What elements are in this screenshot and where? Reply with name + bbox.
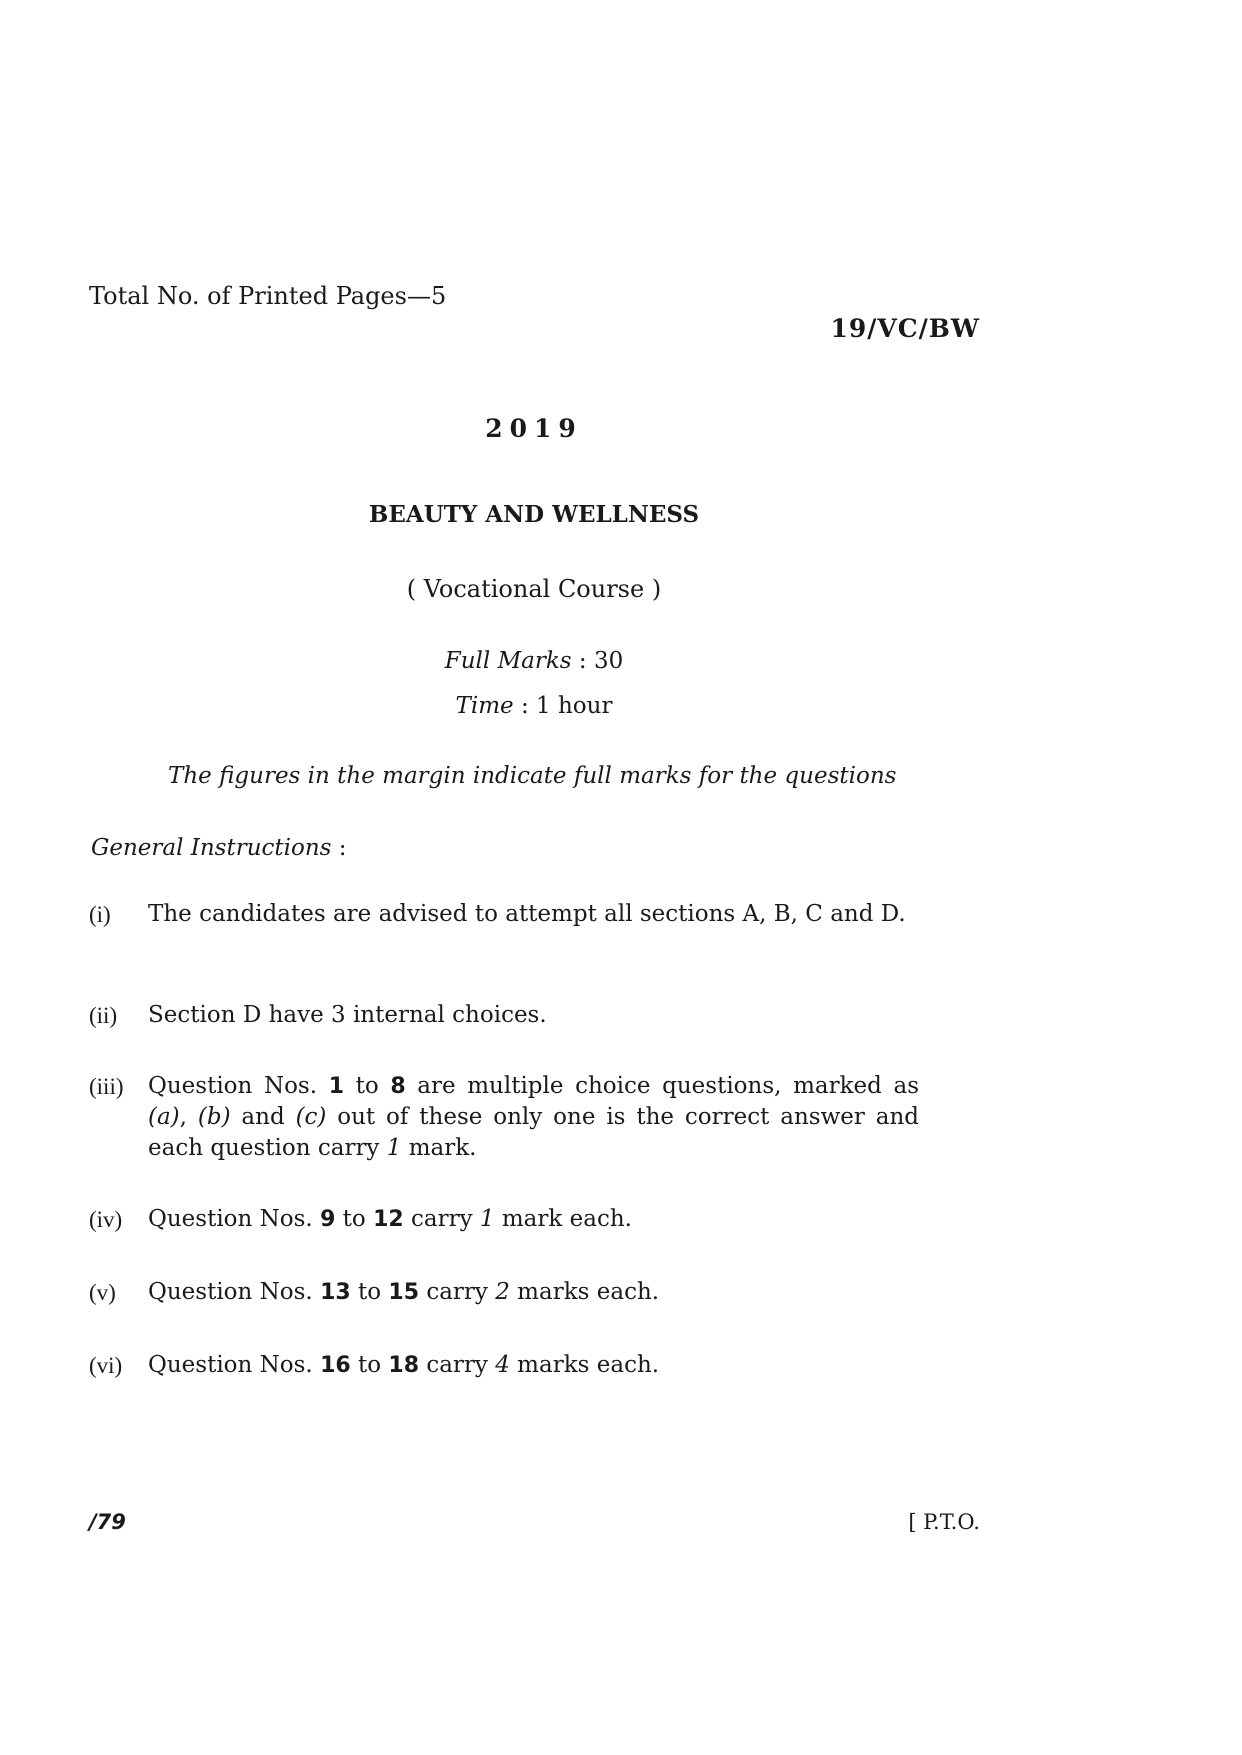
question-number: 18 xyxy=(388,1353,420,1378)
instruction-text xyxy=(148,1204,919,1235)
text-run: Question Nos. xyxy=(148,1352,321,1378)
please-turn-over: [ P.T.O. xyxy=(908,1510,980,1534)
question-number: 16 xyxy=(320,1353,351,1378)
instruction-number: (i) xyxy=(89,902,111,927)
text-run: and xyxy=(230,1104,296,1130)
mark-count: 1 xyxy=(386,1135,402,1161)
exam-year: 2019 xyxy=(485,414,583,443)
question-number: 8 xyxy=(390,1074,406,1099)
instruction-number: (iv) xyxy=(89,1207,123,1232)
general-instructions-label: General Instructions xyxy=(91,835,332,861)
margin-note: The figures in the margin indicate full marks for the questions xyxy=(168,763,897,789)
instruction-number: (iii) xyxy=(89,1074,124,1099)
question-number: 12 xyxy=(373,1207,404,1232)
text-run: marks each. xyxy=(509,1279,660,1305)
text-run: to xyxy=(335,1206,374,1232)
instruction-text: The candidates are advised to attempt all sections A, B, C and D. xyxy=(148,901,906,927)
text-run: Question Nos. xyxy=(148,1206,321,1232)
instruction-number: (ii) xyxy=(89,1003,118,1028)
instruction-item xyxy=(89,1350,919,1381)
general-instructions-colon: : xyxy=(331,835,347,861)
mark-count: 2 xyxy=(495,1279,510,1305)
mark-count: 1 xyxy=(479,1206,495,1232)
text-run: carry xyxy=(419,1352,496,1378)
instruction-number: (vi) xyxy=(89,1353,123,1378)
question-number: 9 xyxy=(320,1207,336,1232)
paper-code: 19/VC/BW xyxy=(830,314,980,343)
instruction-text xyxy=(148,1350,919,1381)
text-run: carry xyxy=(419,1279,496,1305)
text-run: to xyxy=(350,1352,389,1378)
full-marks-value: : 30 xyxy=(571,648,624,674)
option-label: (b) xyxy=(197,1104,231,1130)
text-run: mark. xyxy=(401,1135,477,1161)
instruction-text: Section D have 3 internal choices. xyxy=(148,1002,547,1028)
question-number: 15 xyxy=(388,1280,420,1305)
instruction-text xyxy=(148,1277,919,1308)
full-marks xyxy=(0,648,1068,674)
time-label: Time xyxy=(455,693,514,719)
text-run: to xyxy=(344,1073,391,1099)
question-number: 1 xyxy=(328,1074,344,1099)
course-type: ( Vocational Course ) xyxy=(406,575,662,603)
instruction-item xyxy=(89,1071,919,1164)
mark-count: 4 xyxy=(495,1352,510,1378)
question-number: 13 xyxy=(320,1280,351,1305)
instruction-item xyxy=(89,1204,919,1235)
instruction-item xyxy=(89,1000,919,1031)
option-label: (c) xyxy=(295,1104,327,1130)
time-value: : 1 hour xyxy=(513,693,613,719)
instruction-number: (v) xyxy=(89,1280,116,1305)
instruction-item xyxy=(89,899,919,930)
option-label: (a) xyxy=(148,1104,180,1130)
page-code: /79 xyxy=(89,1510,126,1534)
subject-title: BEAUTY AND WELLNESS xyxy=(368,501,700,528)
text-run: out of these only one is the correct answer and each question carry xyxy=(148,1104,919,1161)
text-run: Question Nos. xyxy=(148,1279,321,1305)
instruction-text xyxy=(148,1071,919,1164)
text-run: marks each. xyxy=(509,1352,660,1378)
text-run: carry xyxy=(403,1206,480,1232)
printed-pages-count: Total No. of Printed Pages—5 xyxy=(89,282,447,310)
exam-time xyxy=(0,693,1068,719)
text-run: are multiple choice questions, marked as xyxy=(405,1073,919,1099)
text-run: , xyxy=(179,1104,198,1130)
text-run: to xyxy=(350,1279,389,1305)
instruction-item xyxy=(89,1277,919,1308)
text-run: mark each. xyxy=(494,1206,632,1232)
general-instructions-heading xyxy=(91,835,347,861)
full-marks-label: Full Marks xyxy=(444,648,572,674)
text-run: Question Nos. xyxy=(148,1073,329,1099)
